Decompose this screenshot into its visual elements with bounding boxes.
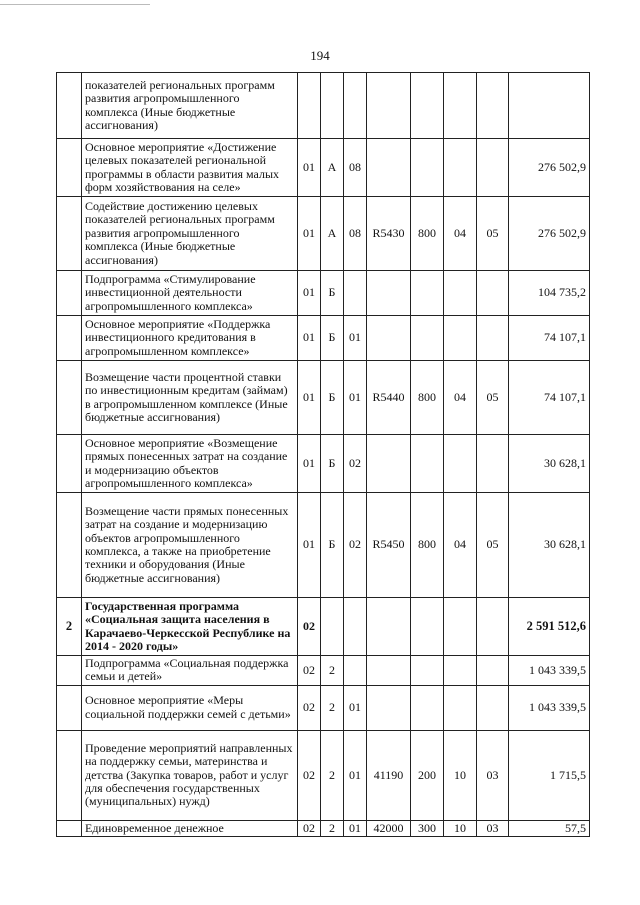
code-subprogram: 2 (321, 820, 344, 836)
code-section: 04 (444, 493, 477, 598)
row-name: Государственная программа «Социальная защита населения в Карачаево-Черкесской Республике на 2014 - 2020 годы» (82, 598, 298, 656)
code-direction (367, 271, 411, 316)
code-direction (367, 139, 411, 197)
row-number (57, 361, 82, 435)
row-name: Подпрограмма «Стимулирование инвестиционной деятельности агропромышленного комплекса» (82, 271, 298, 316)
row-number (57, 493, 82, 598)
code-subprogram (321, 598, 344, 656)
code-program: 01 (298, 435, 321, 493)
code-subsection: 03 (477, 730, 509, 820)
code-section (444, 435, 477, 493)
row-name: Возмещение части прямых понесенных затрат на создание и модернизацию объектов агропромышленного комплекса, а также на приобретение техники и оборудования (Иные бюджетные ассигнования) (82, 493, 298, 598)
code-section (444, 656, 477, 686)
code-direction: R5450 (367, 493, 411, 598)
row-number (57, 197, 82, 271)
code-expense-type: 300 (411, 820, 444, 836)
code-measure (344, 73, 367, 139)
table-row (57, 139, 590, 197)
row-name: Единовременное денежное (82, 820, 298, 836)
code-section (444, 316, 477, 361)
code-subsection: 05 (477, 197, 509, 271)
row-name: показателей региональных программ развития агропромышленного комплекса (Иные бюджетные ассигнования) (82, 73, 298, 139)
code-subsection (477, 316, 509, 361)
row-number (57, 685, 82, 730)
code-subsection: 05 (477, 361, 509, 435)
code-expense-type: 200 (411, 730, 444, 820)
code-program: 01 (298, 271, 321, 316)
table-row (57, 598, 590, 656)
code-subprogram: 2 (321, 685, 344, 730)
code-subsection (477, 598, 509, 656)
row-name: Возмещение части процентной ставки по инвестиционным кредитам (займам) в агропромышленном комплексе (Иные бюджетные ассигнования) (82, 361, 298, 435)
code-subsection (477, 73, 509, 139)
table-row (57, 73, 590, 139)
code-measure: 02 (344, 435, 367, 493)
row-number (57, 435, 82, 493)
row-amount: 276 502,9 (509, 139, 590, 197)
code-subsection: 03 (477, 820, 509, 836)
code-program: 02 (298, 685, 321, 730)
row-amount: 104 735,2 (509, 271, 590, 316)
code-section: 04 (444, 197, 477, 271)
code-section: 04 (444, 361, 477, 435)
code-measure: 01 (344, 820, 367, 836)
code-direction: 42000 (367, 820, 411, 836)
row-amount: 30 628,1 (509, 493, 590, 598)
code-expense-type (411, 139, 444, 197)
code-measure (344, 271, 367, 316)
code-subprogram (321, 73, 344, 139)
code-subsection (477, 139, 509, 197)
table-row (57, 361, 590, 435)
row-name: Основное мероприятие «Поддержка инвестиционного кредитования в агропромышленном комплексе» (82, 316, 298, 361)
code-program (298, 73, 321, 139)
code-measure (344, 598, 367, 656)
code-direction: R5440 (367, 361, 411, 435)
scan-artifact-line (0, 4, 150, 5)
code-subsection (477, 271, 509, 316)
code-section (444, 685, 477, 730)
row-name: Основное мероприятие «Возмещение прямых понесенных затрат на создание и модернизацию объектов агропромышленного комплекса» (82, 435, 298, 493)
code-program: 02 (298, 656, 321, 686)
table-row (57, 197, 590, 271)
code-measure: 01 (344, 730, 367, 820)
row-number (57, 316, 82, 361)
code-section: 10 (444, 730, 477, 820)
code-subprogram: А (321, 139, 344, 197)
code-program: 01 (298, 493, 321, 598)
code-subprogram: Б (321, 316, 344, 361)
row-number (57, 271, 82, 316)
code-program: 01 (298, 316, 321, 361)
code-direction (367, 435, 411, 493)
row-amount: 30 628,1 (509, 435, 590, 493)
row-name: Основное мероприятие «Достижение целевых показателей региональной программы в области развития малых форм хозяйствования на селе» (82, 139, 298, 197)
code-subsection (477, 435, 509, 493)
code-section: 10 (444, 820, 477, 836)
code-measure: 01 (344, 316, 367, 361)
code-program: 02 (298, 598, 321, 656)
table-row (57, 493, 590, 598)
code-section (444, 598, 477, 656)
code-expense-type (411, 685, 444, 730)
table-row (57, 316, 590, 361)
code-measure: 01 (344, 361, 367, 435)
code-section (444, 271, 477, 316)
row-name: Проведение мероприятий направленных на поддержку семьи, материнства и детства (Закупка товаров, работ и услуг для обеспечения государственных (муниципальных) нужд) (82, 730, 298, 820)
code-subprogram: 2 (321, 656, 344, 686)
code-direction (367, 73, 411, 139)
code-subprogram: 2 (321, 730, 344, 820)
row-amount: 1 715,5 (509, 730, 590, 820)
budget-table (56, 72, 590, 837)
table-row (57, 820, 590, 836)
row-number (57, 73, 82, 139)
row-name: Подпрограмма «Социальная поддержка семьи и детей» (82, 656, 298, 686)
code-expense-type (411, 73, 444, 139)
code-expense-type: 800 (411, 493, 444, 598)
code-program: 01 (298, 139, 321, 197)
row-amount: 1 043 339,5 (509, 685, 590, 730)
table-row (57, 730, 590, 820)
code-subsection: 05 (477, 493, 509, 598)
code-direction: 41190 (367, 730, 411, 820)
code-direction (367, 316, 411, 361)
code-direction: R5430 (367, 197, 411, 271)
code-measure: 01 (344, 685, 367, 730)
code-subprogram: Б (321, 361, 344, 435)
code-section (444, 73, 477, 139)
row-amount: 74 107,1 (509, 316, 590, 361)
code-program: 01 (298, 197, 321, 271)
code-measure: 08 (344, 139, 367, 197)
row-name: Содействие достижению целевых показателей региональных программ развития агропромышленного комплекса (Иные бюджетные ассигнования) (82, 197, 298, 271)
row-name: Основное мероприятие «Меры социальной поддержки семей с детьми» (82, 685, 298, 730)
code-program: 01 (298, 361, 321, 435)
code-subprogram: А (321, 197, 344, 271)
code-section (444, 139, 477, 197)
code-expense-type (411, 598, 444, 656)
row-amount: 276 502,9 (509, 197, 590, 271)
row-amount (509, 73, 590, 139)
code-subsection (477, 685, 509, 730)
row-number: 2 (57, 598, 82, 656)
code-program: 02 (298, 820, 321, 836)
table-row (57, 271, 590, 316)
code-expense-type: 800 (411, 361, 444, 435)
code-subsection (477, 656, 509, 686)
code-expense-type (411, 435, 444, 493)
code-subprogram: Б (321, 271, 344, 316)
row-number (57, 139, 82, 197)
code-measure: 08 (344, 197, 367, 271)
row-amount: 2 591 512,6 (509, 598, 590, 656)
row-number (57, 730, 82, 820)
row-amount: 74 107,1 (509, 361, 590, 435)
code-measure: 02 (344, 493, 367, 598)
row-number (57, 820, 82, 836)
code-measure (344, 656, 367, 686)
table-row (57, 435, 590, 493)
code-direction (367, 598, 411, 656)
table-row (57, 685, 590, 730)
code-expense-type (411, 271, 444, 316)
row-amount: 57,5 (509, 820, 590, 836)
page-number: 194 (310, 48, 330, 63)
row-number (57, 656, 82, 686)
code-direction (367, 685, 411, 730)
code-expense-type: 800 (411, 197, 444, 271)
code-subprogram: Б (321, 493, 344, 598)
row-amount: 1 043 339,5 (509, 656, 590, 686)
code-subprogram: Б (321, 435, 344, 493)
code-expense-type (411, 656, 444, 686)
code-direction (367, 656, 411, 686)
code-expense-type (411, 316, 444, 361)
table-row (57, 656, 590, 686)
code-program: 02 (298, 730, 321, 820)
